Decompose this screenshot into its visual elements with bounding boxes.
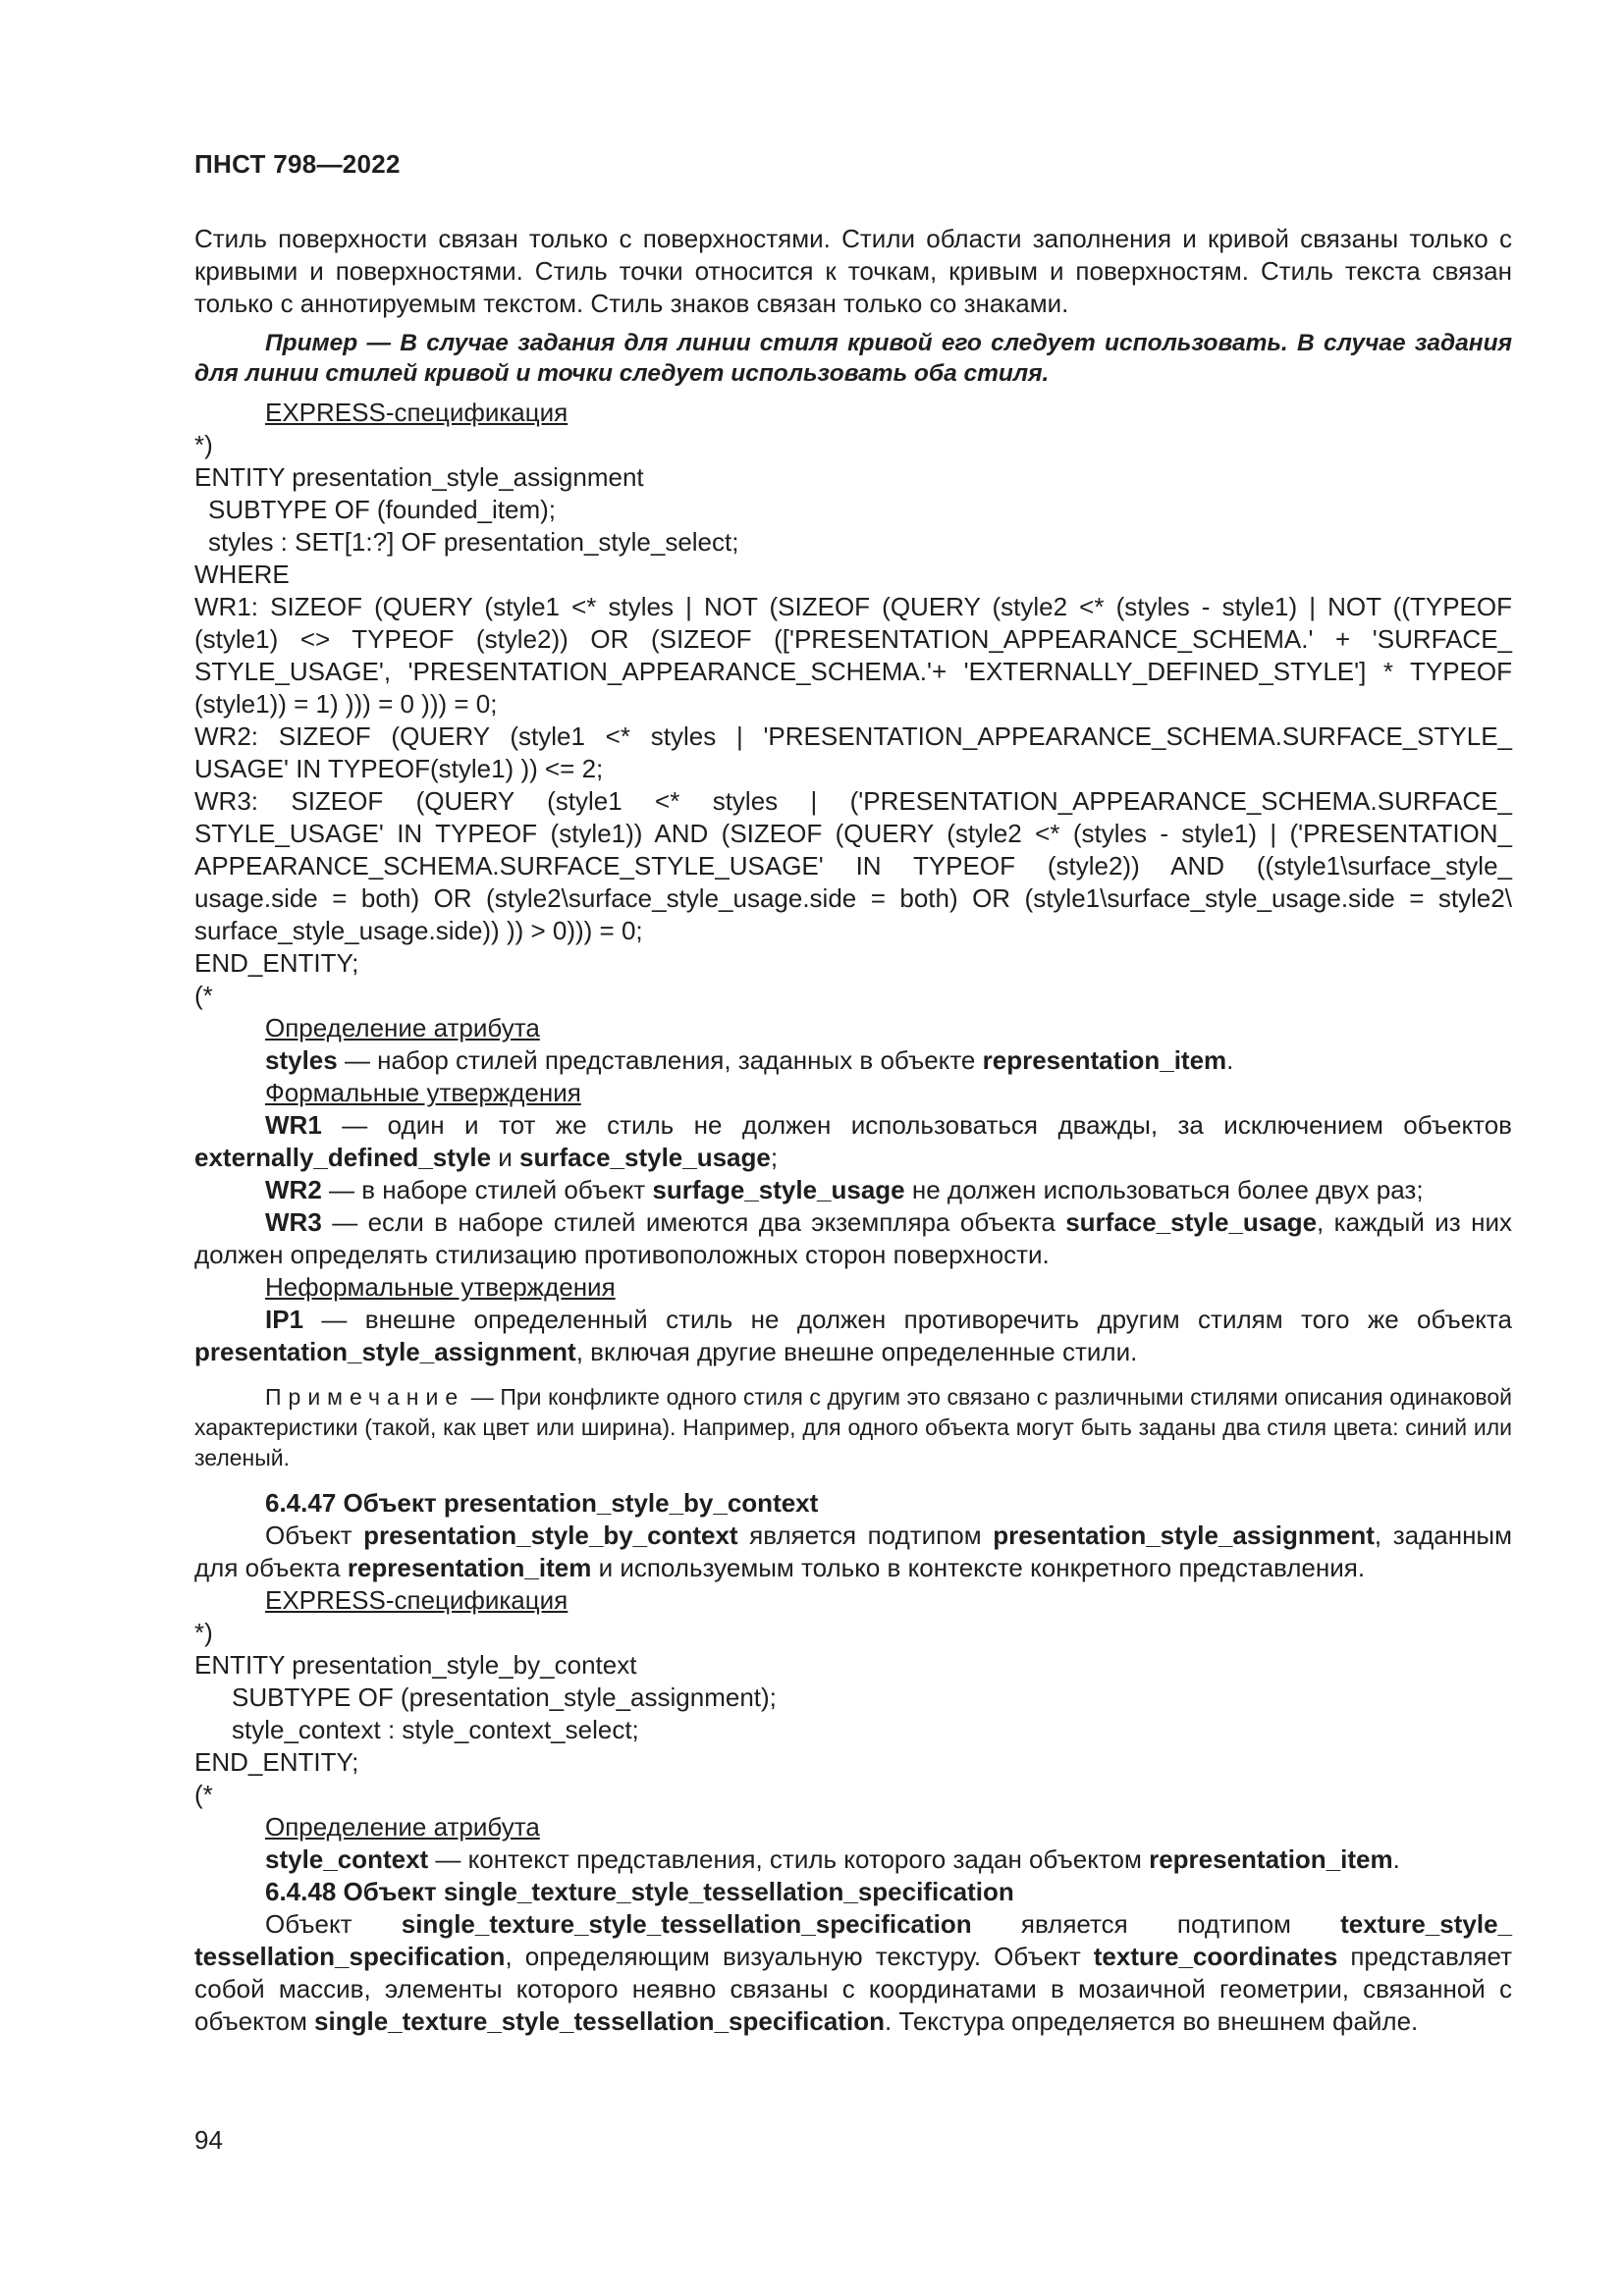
note-paragraph: Примечание — При конфликте одного стиля с другим это связано с различными стилями описания одинаковой характеристики (такой, как цвет или ширина). Например, для одного объекта могут быть заданы два стиля цвета: синий или зеленый.	[194, 1384, 1512, 1470]
rule-wr1: WR1 — один и тот же стиль не должен использоваться дважды, за исключением объектов externally_defined_style и surface_style_usage;	[194, 1110, 1512, 1172]
express-spec-heading: EXPRESS-спецификация	[265, 398, 568, 427]
code-line: ENTITY presentation_style_assignment	[194, 462, 644, 492]
code-line: WHERE	[194, 560, 290, 589]
code-line: styles : SET[1:?] OF presentation_style_select;	[208, 527, 739, 557]
code-line: END_ENTITY;	[194, 948, 359, 978]
page-content	[194, 223, 1512, 2038]
rule-wr3: WR3 — если в наборе стилей имеются два экземпляра объекта surface_style_usage, каждый из них должен определять стилизацию противоположных сторон поверхности.	[194, 1207, 1512, 1269]
code-line-wr1: WR1: SIZEOF (QUERY (style1 <* styles | NOT (SIZEOF (QUERY (style2 <* (styles - style1) | NOT ((TYPEOF (style1) <> TYPEOF (style2)) OR (SIZEOF (['PRESENTATION_APPEARANCE_SCHEMA.' + 'SURFACE_ STYLE_USAGE', 'PRESENTATION_APPEARANCE_SCHEMA.'+ 'EXTERNALLY_DEFINED_STYLE'] * TYPEOF (style1)) = 1) ))) = 0 ))) = 0;	[194, 592, 1512, 719]
express-code-block-2	[194, 1617, 1512, 1811]
intro-paragraph: Стиль поверхности связан только с поверхностями. Стили области заполнения и кривой связаны только с кривыми и поверхностями. Стиль точки относится к точкам, кривым и поверхностям. Стиль текста связан только с аннотируемым текстом. Стиль знаков связан только со знаками.	[194, 224, 1512, 318]
code-line: ENTITY presentation_style_by_context	[194, 1650, 637, 1680]
code-line: style_context : style_context_select;	[232, 1715, 639, 1744]
code-line-wr2: WR2: SIZEOF (QUERY (style1 <* styles | 'PRESENTATION_APPEARANCE_SCHEMA.SURFACE_STYLE_ USAGE' IN TYPEOF(style1) )) <= 2;	[194, 721, 1512, 783]
formal-rules-heading: Формальные утверждения	[265, 1078, 581, 1107]
code-line: *)	[194, 1618, 213, 1647]
code-line: *)	[194, 430, 213, 459]
page-number: 94	[194, 2125, 223, 2155]
code-line: SUBTYPE OF (presentation_style_assignment);	[232, 1682, 777, 1712]
express-code-block-1	[194, 429, 1512, 1012]
attribute-definition-heading-2: Определение атрибута	[265, 1812, 540, 1842]
code-line-wr3: WR3: SIZEOF (QUERY (style1 <* styles | ('PRESENTATION_APPEARANCE_SCHEMA.SURFACE_ STYLE_USAGE' IN TYPEOF (style1)) AND (SIZEOF (QUERY (style2 <* (styles - style1) | ('PRESENTATION_ APPEARANCE_SCHEMA.SURFACE_STYLE_USAGE' IN TYPEOF (style2)) AND ((style1\surface_style_ usage.side = both) OR (style2\surface_style_usage.side = both) OR (style1\surface_style_usage.side = style2\ surface_style_usage.side)) )) > 0))) = 0;	[194, 786, 1512, 945]
informal-rules-heading: Неформальные утверждения	[265, 1272, 616, 1302]
rule-wr2: WR2 — в наборе стилей объект surfage_style_usage не должен использоваться более двух раз;	[265, 1175, 1424, 1204]
attribute-style-context: style_context — контекст представления, стиль которого задан объектом representation_item.	[265, 1844, 1400, 1874]
section-6-4-47-title: 6.4.47 Объект presentation_style_by_context	[265, 1488, 819, 1518]
section-6-4-48-body: Объект single_texture_style_tessellation_specification является подтипом texture_style_ tessellation_specification, определяющим визуальную текстуру. Объект texture_coordinates представляет собой массив, элементы которого неявно связаны с координатами в мозаичной геометрии, связанной с объектом single_texture_style_tessellation_specification. Текстура определяется во внешнем файле.	[194, 1909, 1512, 2036]
document-header: ПНСТ 798—2022	[194, 149, 401, 179]
express-spec-heading-2: EXPRESS-спецификация	[265, 1585, 568, 1615]
code-line: END_ENTITY;	[194, 1747, 359, 1777]
code-line: (*	[194, 981, 213, 1010]
code-line: (*	[194, 1780, 213, 1809]
code-line: SUBTYPE OF (founded_item);	[208, 495, 557, 524]
attribute-definition-heading: Определение атрибута	[265, 1013, 540, 1042]
rule-ip1: IP1 — внешне определенный стиль не должен противоречить другим стилям того же объекта presentation_style_assignment, включая другие внешне определенные стили.	[194, 1305, 1512, 1366]
attribute-styles: styles — набор стилей представления, заданных в объекте representation_item.	[265, 1045, 1234, 1075]
section-6-4-47-body: Объект presentation_style_by_context является подтипом presentation_style_assignment, заданным для объекта representation_item и используемым только в контексте конкретного представления.	[194, 1521, 1512, 1582]
example-paragraph: Пример — В случае задания для линии стиля кривой его следует использовать. В случае задания для линии стилей кривой и точки следует использовать оба стиля.	[194, 330, 1512, 387]
section-6-4-48-title: 6.4.48 Объект single_texture_style_tessellation_specification	[265, 1877, 1014, 1906]
